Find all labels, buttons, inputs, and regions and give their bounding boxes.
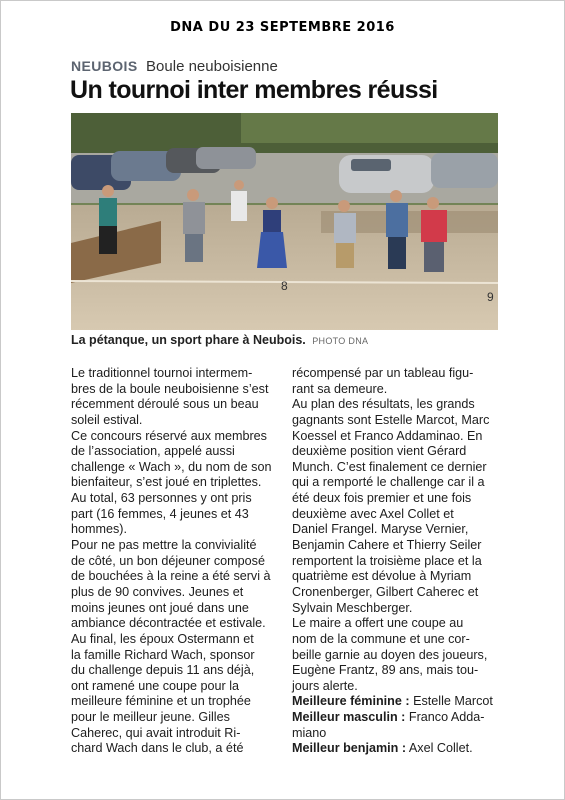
text-line: Le maire a offert une coupe au: [292, 616, 464, 631]
text-line: récompensé par un tableau figu-: [292, 366, 474, 380]
text-line: ambiance décontractée et estivale.: [71, 616, 266, 631]
text-line: remportent la troisième place et la: [292, 553, 482, 568]
award-label: Meilleur masculin :: [292, 710, 406, 725]
text-line: plus de 90 convives. Jeunes et: [71, 584, 244, 599]
award-label: Meilleure féminine :: [292, 694, 410, 709]
text-line: Au total, 63 personnes y ont pris: [71, 491, 252, 506]
award-line: [292, 710, 502, 726]
text-line: été deux fois premier et une fois: [292, 491, 472, 506]
text-line: de côté, un bon déjeuner composé: [71, 553, 265, 568]
text-line: la famille Richard Wach, sponsor: [71, 647, 255, 662]
petanque-photo-illustration: [71, 113, 498, 330]
location-kicker: NEUBOIS: [71, 58, 138, 74]
text-line: de l’association, appelé aussi: [71, 444, 235, 459]
photo-credit: PHOTO DNA: [312, 336, 369, 346]
text-line: Munch. C’est finalement ce dernier: [292, 459, 487, 474]
text-line: deuxième avec Axel Collet et: [292, 506, 454, 521]
award-value: Franco Adda-: [405, 710, 485, 725]
award-line: [292, 694, 502, 710]
text-line: pour le meilleur jeune. Gilles: [71, 710, 230, 725]
article-photo: [71, 113, 498, 330]
text-line: chard Wach dans le club, a été: [71, 741, 244, 756]
text-line: moins jeunes ont joué dans une: [71, 600, 249, 615]
text-line: Au final, les époux Ostermann et: [71, 631, 254, 646]
lane-number-9: 9: [487, 290, 494, 304]
text-line: challenge « Wach », du nom de son: [71, 459, 272, 474]
article-column-right: [292, 366, 502, 757]
text-line: quatrième est dévolue à Myriam: [292, 569, 472, 584]
text-line: beille garnie au doyen des joueurs,: [292, 647, 488, 662]
text-line: Ce concours réservé aux membres: [71, 428, 267, 443]
lane-number-8: 8: [281, 279, 288, 293]
award-line: [292, 741, 502, 757]
text-line: bres de la boule neuboisienne s’est: [71, 381, 269, 396]
text-line: du challenge depuis 11 ans déjà,: [71, 663, 255, 678]
text-line: deuxième position vient Gérard: [292, 444, 467, 459]
text-line: hommes).: [71, 522, 127, 537]
article-kicker-row: [71, 58, 501, 76]
photo-caption: [71, 333, 498, 347]
text-line: nom de la commune et une cor-: [292, 631, 470, 646]
article-headline: Un tournoi inter membres réussi: [70, 76, 438, 104]
article-column-left: [71, 366, 283, 757]
newspaper-date-banner: DNA DU 23 SEPTEMBRE 2016: [170, 20, 395, 35]
award-value: miano: [292, 725, 327, 740]
text-line: récemment déroulé sous un beau: [71, 397, 259, 412]
text-line: soleil estival.: [71, 412, 143, 427]
text-line: de bouchées à la reine a été servi à: [71, 569, 271, 584]
section-label: Boule neuboisienne: [146, 58, 278, 75]
award-value: Estelle Marcot: [409, 694, 493, 709]
text-line: Cronenberger, Gilbert Caherec et: [292, 584, 479, 599]
text-line: meilleure féminine et un trophée: [71, 694, 251, 709]
text-line: Koessel et Franco Addaminao. En: [292, 428, 483, 443]
text-line: part (16 femmes, 4 jeunes et 43: [71, 506, 249, 521]
text-line: qui a remporté le challenge car il a: [292, 475, 485, 490]
text-line: Daniel Frangel. Maryse Vernier,: [292, 522, 469, 537]
text-line: Benjamin Cahere et Thierry Seiler: [292, 538, 482, 553]
text-line: Eugène Frantz, 89 ans, mais tou-: [292, 663, 479, 678]
text-line: Au plan des résultats, les grands: [292, 397, 475, 412]
text-line: Sylvain Meschberger.: [292, 600, 413, 615]
text-line: bienfaiteur, s’est joué en triplettes.: [71, 475, 262, 490]
text-line: gagnants sont Estelle Marcot, Marc: [292, 412, 490, 427]
text-line: Le traditionnel tournoi intermem-: [71, 366, 253, 380]
caption-text: La pétanque, un sport phare à Neubois.: [71, 333, 306, 347]
text-line: Caherec, qui avait introduit Ri-: [71, 725, 241, 740]
text-line: rant sa demeure.: [292, 381, 388, 396]
award-value: Axel Collet.: [406, 741, 473, 756]
text-line: Pour ne pas mettre la convivialité: [71, 538, 257, 553]
award-line: [292, 726, 502, 742]
award-label: Meilleur benjamin :: [292, 741, 407, 756]
text-line: jours alerte.: [292, 678, 358, 693]
text-line: ont ramené une coupe pour la: [71, 678, 240, 693]
